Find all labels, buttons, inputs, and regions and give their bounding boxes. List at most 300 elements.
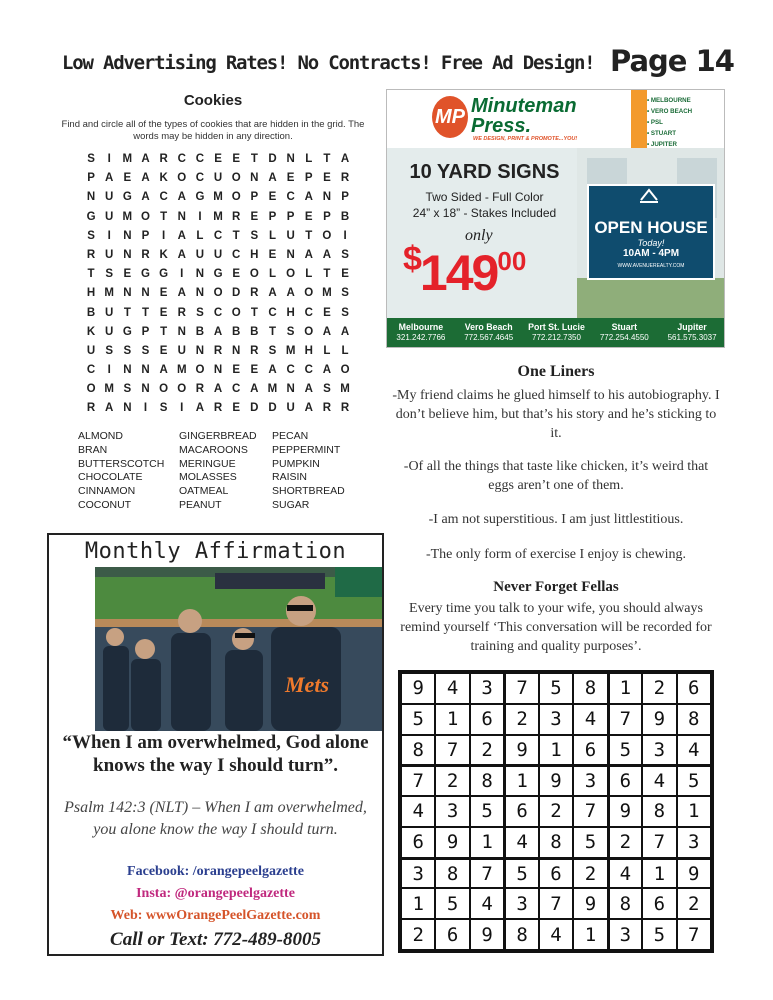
wordsearch-letter: E <box>232 402 241 415</box>
wordsearch-letter: C <box>86 364 96 377</box>
sudoku-cell: 8 <box>677 704 711 735</box>
sudoku-cell: 9 <box>401 673 435 704</box>
wordsearch-letter: C <box>268 306 277 319</box>
never-forget-title: Never Forget Fellas <box>493 579 619 595</box>
wordsearch-letter: H <box>86 287 96 300</box>
wordsearch-letter: R <box>195 383 205 396</box>
wordsearch-letter: O <box>141 210 150 223</box>
sudoku-cell: 2 <box>539 796 573 827</box>
wordsearch-letter: P <box>141 229 150 242</box>
wordsearch-letter: O <box>213 287 223 300</box>
wordsearch-letter: U <box>195 248 205 261</box>
wordsearch-letter: B <box>250 325 259 338</box>
wordsearch-row <box>82 153 354 172</box>
wordsearch-letter: E <box>323 306 331 319</box>
wordsearch-letter: O <box>195 364 205 377</box>
wordsearch-letter: U <box>286 402 295 415</box>
sudoku-cell: 3 <box>573 765 607 796</box>
sudoku-cell: 7 <box>470 858 504 889</box>
wordsearch-letter: N <box>177 210 186 223</box>
wordsearch-letter: N <box>123 364 132 377</box>
wordsearch-letter: C <box>232 383 241 396</box>
wordsearch-letter: E <box>232 364 241 377</box>
wordsearch-row <box>82 230 354 249</box>
wordsearch-letter: A <box>141 191 150 204</box>
sudoku-cell: 1 <box>677 796 711 827</box>
wordsearch-letter: E <box>159 344 168 357</box>
wordsearch-row <box>82 268 354 287</box>
wordsearch-letter: S <box>268 344 277 357</box>
wordsearch-letter: I <box>180 402 184 415</box>
call-text-phone[interactable]: Call or Text: 772-489-8005 <box>110 929 321 950</box>
wordsearch-word: GINGERBREAD <box>179 430 257 442</box>
wordsearch-letter: O <box>231 191 241 204</box>
sudoku-cell: 5 <box>401 704 435 735</box>
ad-subline-1: Two Sided - Full Color <box>425 190 544 204</box>
sign-time: 10AM - 4PM <box>622 248 680 259</box>
sudoku-cell: 4 <box>539 919 573 950</box>
wordsearch-letter: I <box>107 364 111 377</box>
wordsearch-letter: E <box>268 248 277 261</box>
wordsearch-letter: U <box>213 248 223 261</box>
ad-location: • JUPITER <box>647 141 678 148</box>
wordsearch-letter: U <box>86 344 96 357</box>
sudoku-cell: 7 <box>401 765 435 796</box>
one-liner: -Of all the things that taste like chicken, it’s weird that eggs aren’t one of them. <box>403 459 709 493</box>
wordsearch-letter: A <box>141 153 150 165</box>
wordsearch-letter: H <box>304 344 313 357</box>
sudoku-cell: 8 <box>504 919 538 950</box>
wordsearch-letter: B <box>340 210 350 223</box>
sudoku-cell: 6 <box>504 796 538 827</box>
sudoku-cell: 2 <box>470 735 504 766</box>
wordsearch-letter: G <box>195 191 205 204</box>
sudoku-grid <box>398 670 714 953</box>
wordsearch-letter: S <box>87 229 95 242</box>
wordsearch-row <box>82 402 354 421</box>
sudoku-cell: 9 <box>642 704 676 735</box>
wordsearch-letter: S <box>323 383 331 396</box>
wordsearch-letter: T <box>160 325 168 338</box>
wordsearch-letter: R <box>322 402 332 415</box>
affirmation-title: Monthly Affirmation <box>84 539 347 564</box>
wordsearch-word: SUGAR <box>272 498 310 511</box>
wordsearch-letter: K <box>159 248 168 261</box>
wordsearch-letter: E <box>123 172 132 185</box>
wordsearch-letter: R <box>213 344 223 357</box>
wordsearch-letter: R <box>250 287 259 300</box>
wordsearch-row <box>82 383 354 402</box>
wordsearch-letter: M <box>176 364 187 377</box>
ad-location: • PSL <box>647 119 663 126</box>
ad-office <box>658 318 725 348</box>
sign-url: WWW.AVENUEREALTY.COM <box>617 263 685 269</box>
wordsearch-letter: A <box>177 191 186 204</box>
sudoku-cell: 7 <box>608 704 642 735</box>
sudoku-cell: 2 <box>435 765 469 796</box>
wordsearch-letter: C <box>195 153 205 165</box>
wordsearch-letter: N <box>286 248 295 261</box>
ad-office-city: Jupiter <box>677 322 707 332</box>
wordsearch-letter: L <box>341 344 349 357</box>
wordsearch-letter: T <box>305 229 313 242</box>
sudoku-cell: 6 <box>677 673 711 704</box>
wordsearch-letter: A <box>304 383 313 396</box>
facebook-link[interactable]: Facebook: /orangepeelgazette <box>127 864 304 879</box>
wordsearch-letter: O <box>159 383 169 396</box>
wordsearch-letter: D <box>268 402 277 415</box>
wordsearch-letter: D <box>250 402 259 415</box>
sudoku-cell: 2 <box>677 888 711 919</box>
wordsearch-letter: S <box>105 344 114 357</box>
ad-office <box>387 318 455 348</box>
sudoku-cell: 9 <box>677 858 711 889</box>
minuteman-press-ad[interactable] <box>386 89 725 348</box>
wordsearch-word: PECAN <box>272 430 309 442</box>
wordsearch-letter: N <box>195 287 205 300</box>
wordsearch-letter: U <box>213 172 223 185</box>
wordsearch-letter: K <box>159 172 168 185</box>
sudoku-cell: 9 <box>573 888 607 919</box>
ad-office-city: Melbourne <box>398 322 444 332</box>
wordsearch-letter: S <box>123 383 132 396</box>
wordsearch-letter: H <box>250 248 259 261</box>
wordsearch-letter: L <box>268 229 276 242</box>
wordsearch-letter: S <box>141 344 150 357</box>
wordsearch-word: SHORTBREAD <box>272 485 345 498</box>
wordsearch-letter: S <box>341 287 349 300</box>
ad-only-label: only <box>465 227 493 244</box>
ad-office-phone[interactable]: 772.567.4645 <box>464 333 514 342</box>
wordsearch-letter: E <box>232 268 241 281</box>
wordsearch-letter: N <box>250 172 259 185</box>
wordsearch-letter: R <box>232 210 241 223</box>
sudoku-cell: 8 <box>539 827 573 858</box>
wordsearch-letter: A <box>105 172 114 185</box>
wordsearch-letter: A <box>268 364 277 377</box>
wordsearch-letter: S <box>87 153 95 165</box>
wordsearch-letter: R <box>250 344 259 357</box>
wordsearch-letter: S <box>286 325 295 338</box>
wordsearch-letter: A <box>304 191 313 204</box>
wordsearch-letter: P <box>341 191 349 204</box>
instagram-link[interactable]: Insta: @orangepeelgazette <box>136 886 295 901</box>
sudoku-cell: 3 <box>401 858 435 889</box>
sudoku-cell: 5 <box>470 796 504 827</box>
wordsearch-letter: E <box>159 306 168 319</box>
sudoku-cell: 9 <box>504 735 538 766</box>
sudoku-cell: 2 <box>608 827 642 858</box>
sudoku-cell: 5 <box>642 919 676 950</box>
wordsearch-letter: B <box>86 306 96 319</box>
sudoku-cell: 9 <box>470 919 504 950</box>
wordsearch-letter: O <box>286 268 296 281</box>
wordsearch-letter: E <box>341 268 349 281</box>
wordsearch-letter: A <box>340 325 350 338</box>
wordsearch-letter: R <box>159 153 168 165</box>
wordsearch-letter: N <box>322 191 332 204</box>
wordsearch-letter: T <box>268 325 276 338</box>
sudoku-cell: 2 <box>642 673 676 704</box>
ad-office-city: Vero Beach <box>464 322 513 332</box>
wordsearch-letter: O <box>322 229 332 242</box>
sudoku-cell: 6 <box>573 735 607 766</box>
wordsearch-letter: G <box>213 268 223 281</box>
ad-office-phone[interactable]: 772.254.4550 <box>599 333 649 342</box>
wordsearch-letter: K <box>86 325 96 338</box>
wordsearch-letter: O <box>177 172 187 185</box>
wordsearch-row <box>82 249 354 268</box>
sudoku-cell: 3 <box>504 888 538 919</box>
wordsearch-letter: E <box>268 191 277 204</box>
wordsearch-letter: E <box>123 268 132 281</box>
wordsearch-letter: G <box>159 268 169 281</box>
wordsearch-letter: N <box>123 229 132 242</box>
wordsearch-letter: N <box>123 248 132 261</box>
wordsearch-word: PEANUT <box>179 498 222 511</box>
wordsearch-letter: E <box>286 172 295 185</box>
wordsearch-letter: L <box>268 268 276 281</box>
wordsearch-word: ALMOND <box>78 430 123 442</box>
sudoku-cell: 6 <box>470 704 504 735</box>
sudoku-cell: 4 <box>470 888 504 919</box>
svg-text:Mets: Mets <box>285 672 329 697</box>
wordsearch-letter: B <box>232 325 241 338</box>
wordsearch-letter: I <box>162 229 166 242</box>
sudoku-cell: 9 <box>435 827 469 858</box>
wordsearch-letter: P <box>250 191 259 204</box>
wordsearch-letter: M <box>322 287 332 300</box>
ad-price-currency: $ <box>403 240 420 278</box>
wordsearch-letter: E <box>214 153 222 165</box>
wordsearch-letter: A <box>250 383 259 396</box>
ad-location: • STUART <box>647 130 676 137</box>
wordsearch-letter: C <box>304 364 313 377</box>
ad-office-phone[interactable]: 561.575.3037 <box>667 333 717 342</box>
sudoku-cell: 1 <box>539 735 573 766</box>
family-photo <box>95 567 384 731</box>
wordsearch-letter: R <box>340 402 350 415</box>
ad-price-cents: 00 <box>497 246 527 276</box>
sudoku-cell: 1 <box>401 888 435 919</box>
wordsearch-letter: T <box>323 153 331 165</box>
sudoku-cell: 1 <box>642 858 676 889</box>
wordsearch-word: COCONUT <box>78 498 132 511</box>
sudoku-cell: 1 <box>435 704 469 735</box>
ad-office-phone[interactable]: 321.242.7766 <box>396 333 446 342</box>
wordsearch-letter: T <box>250 306 258 319</box>
wordsearch-row <box>82 287 354 306</box>
sudoku-cell: 4 <box>573 704 607 735</box>
wordsearch-letter: S <box>341 306 349 319</box>
ad-office <box>523 318 591 348</box>
wordsearch-letter: O <box>231 172 241 185</box>
sudoku-cell: 6 <box>539 858 573 889</box>
sudoku-cell: 6 <box>608 765 642 796</box>
wordsearch-letter: A <box>177 287 186 300</box>
wordsearch-letter: M <box>104 383 114 396</box>
wordsearch-word: RAISIN <box>272 471 308 484</box>
wordsearch-letter: M <box>340 383 350 396</box>
ad-tagline: WE DESIGN, PRINT & PROMOTE...YOU! <box>473 136 578 142</box>
sudoku-cell: 7 <box>504 673 538 704</box>
one-liner: -The only form of exercise I enjoy is chewing. <box>425 547 687 562</box>
wordsearch-letter: U <box>105 210 114 223</box>
sudoku-cell: 5 <box>504 858 538 889</box>
wordsearch-letter: S <box>250 229 259 242</box>
wordsearch-letter: O <box>177 383 187 396</box>
wordsearch-letter: U <box>105 248 114 261</box>
wordsearch-letter: N <box>86 191 96 204</box>
sudoku-cell: 8 <box>608 888 642 919</box>
wordsearch-letter: G <box>141 268 150 281</box>
wordsearch-letter: N <box>286 383 295 396</box>
wordsearch-letter: M <box>213 191 223 204</box>
sudoku-cell: 6 <box>401 827 435 858</box>
wordsearch-letter: M <box>122 153 133 165</box>
header-tagline: Low Advertising Rates! No Contracts! Free Ad Design! <box>62 52 595 74</box>
wordsearch-letter: A <box>105 402 114 415</box>
sudoku-cell: 8 <box>642 796 676 827</box>
one-liner: -I am not superstitious. I am just littlestitious. <box>428 512 684 527</box>
website-link[interactable]: Web: wwwOrangePeelGazette.com <box>110 908 321 923</box>
wordsearch-row <box>82 345 354 364</box>
wordsearch-letter: M <box>285 344 296 357</box>
sudoku-cell: 2 <box>504 704 538 735</box>
wordsearch-letter: A <box>304 248 313 261</box>
sudoku-cell: 3 <box>608 919 642 950</box>
wordsearch-word: CINNAMON <box>78 485 136 498</box>
wordsearch-letter: S <box>341 248 349 261</box>
wordsearch-letter: P <box>87 172 95 185</box>
wordsearch-letter: A <box>159 364 168 377</box>
wordsearch-letter: O <box>304 287 314 300</box>
wordsearch-letter: C <box>213 306 223 319</box>
wordsearch-letter: T <box>323 268 331 281</box>
wordsearch-letter: E <box>323 172 331 185</box>
ad-office-city: Port St. Lucie <box>528 322 585 332</box>
wordsearch-letter: A <box>177 248 186 261</box>
monthly-affirmation-box <box>47 533 384 956</box>
wordsearch-word-column <box>272 430 345 513</box>
wordsearch-letter: A <box>213 325 223 338</box>
sudoku-cell: 7 <box>677 919 711 950</box>
wordsearch-letter: M <box>213 210 223 223</box>
wordsearch-letter: G <box>86 210 96 223</box>
wordsearch-letter: T <box>232 229 240 242</box>
wordsearch-row <box>82 191 354 210</box>
wordsearch-letter: H <box>286 306 295 319</box>
wordsearch-letter: A <box>268 287 277 300</box>
sudoku-cell: 7 <box>539 888 573 919</box>
wordsearch-letter: L <box>323 344 331 357</box>
wordsearch-letter: O <box>304 325 314 338</box>
sudoku-cell: 9 <box>539 765 573 796</box>
wordsearch-letter: S <box>196 306 204 319</box>
sudoku-cell: 5 <box>573 827 607 858</box>
wordsearch-letter: I <box>107 153 111 165</box>
wordsearch-letter: E <box>159 287 168 300</box>
sudoku-cell: 8 <box>401 735 435 766</box>
sudoku-cell: 4 <box>504 827 538 858</box>
wordsearch-letter: I <box>143 402 148 415</box>
wordsearch-letter: R <box>340 172 350 185</box>
wordsearch-word: MACAROONS <box>179 443 248 456</box>
wordsearch-letter: U <box>286 229 295 242</box>
wordsearch-letter: O <box>340 364 350 377</box>
sign-today: Today! <box>637 238 665 248</box>
wordsearch-letter: N <box>232 344 241 357</box>
ad-location: • VERO BEACH <box>647 108 693 115</box>
ad-office-city: Stuart <box>611 322 637 332</box>
wordsearch-row <box>82 211 354 230</box>
wordsearch-letter: R <box>177 306 186 319</box>
wordsearch-letter: P <box>141 325 150 338</box>
sudoku-cell: 2 <box>573 858 607 889</box>
wordsearch-row <box>82 326 354 345</box>
sudoku-cell: 8 <box>470 765 504 796</box>
wordsearch-letter: C <box>195 172 205 185</box>
wordsearch-letter: M <box>104 287 114 300</box>
wordsearch-letter: P <box>268 210 277 223</box>
wordsearch-letter: E <box>304 210 313 223</box>
wordsearch-letter: U <box>105 325 114 338</box>
wordsearch-letter: L <box>305 153 313 165</box>
ad-location: • MELBOURNE <box>647 97 691 104</box>
sudoku-cell: 8 <box>573 673 607 704</box>
wordsearch-letter: O <box>231 306 241 319</box>
wordsearch-word: OATMEAL <box>179 485 229 498</box>
wordsearch-word: PUMPKIN <box>272 457 320 470</box>
wordsearch-letter: L <box>305 268 313 281</box>
sudoku-cell: 7 <box>573 796 607 827</box>
sudoku-cell: 4 <box>642 765 676 796</box>
wordsearch-word: PEPPERMINT <box>272 443 341 456</box>
wordsearch-letter: P <box>323 210 331 223</box>
wordsearch-letter: N <box>141 287 150 300</box>
wordsearch-row <box>82 172 354 191</box>
sudoku-cell: 4 <box>435 673 469 704</box>
wordsearch-letter: B <box>195 325 205 338</box>
sudoku-cell: 7 <box>435 735 469 766</box>
sudoku-cell: 5 <box>539 673 573 704</box>
wordsearch-letter: C <box>177 153 186 165</box>
wordsearch-letter: N <box>123 402 132 415</box>
wordsearch-letter: A <box>322 248 332 261</box>
wordsearch-grid <box>82 153 354 422</box>
wordsearch-letter: E <box>250 364 259 377</box>
wordsearch-letter: R <box>86 402 96 415</box>
sudoku-cell: 3 <box>677 827 711 858</box>
ad-office-phone[interactable]: 772.212.7350 <box>532 333 581 342</box>
wordsearch-letter: R <box>213 402 223 415</box>
roof-icon <box>640 187 658 201</box>
wordsearch-letter: U <box>105 191 114 204</box>
wordsearch-word-list <box>78 430 345 513</box>
wordsearch-letter: N <box>213 364 223 377</box>
wordsearch-word: MOLASSES <box>179 471 237 484</box>
wordsearch-letter: A <box>141 172 150 185</box>
wordsearch-letter: U <box>105 306 114 319</box>
sudoku-cell: 5 <box>435 888 469 919</box>
sign-title: OPEN HOUSE <box>594 218 708 237</box>
wordsearch-letter: E <box>250 210 259 223</box>
sudoku-cell: 9 <box>608 796 642 827</box>
wordsearch-letter: P <box>286 210 295 223</box>
minuteman-logo-icon: MP <box>432 96 468 138</box>
wordsearch-letter: I <box>107 229 111 242</box>
sudoku-cell: 4 <box>677 735 711 766</box>
